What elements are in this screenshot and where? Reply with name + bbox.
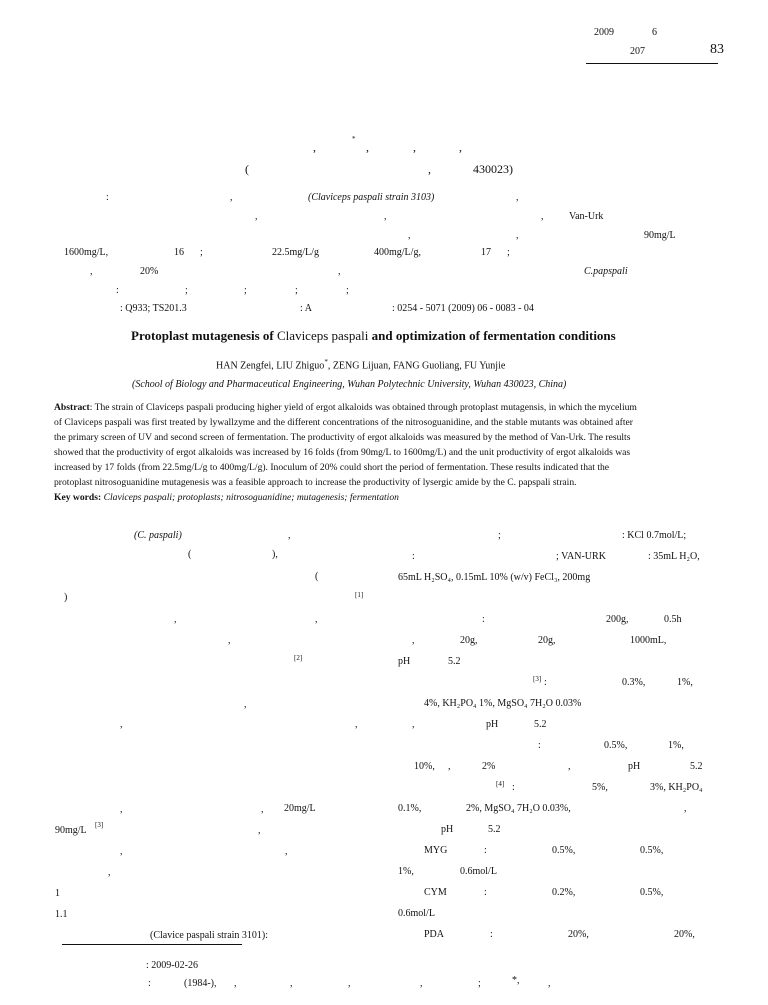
cn-fold-17: 17 <box>481 247 491 258</box>
cn-strain-name: (Claviceps paspali strain 3103) <box>308 192 435 203</box>
rc-value: 20g, <box>538 635 556 646</box>
cn-comma: , <box>516 230 519 241</box>
journal-year: 2009 <box>594 27 614 38</box>
rc-value: 10%, <box>414 761 435 772</box>
cn-yield-start: 90mg/L <box>644 230 676 241</box>
cn-keyword-sep: ; <box>295 285 298 296</box>
abstract-label: Abstract <box>54 402 90 413</box>
rc-value: 20%, <box>674 929 695 940</box>
body-comma: , <box>355 719 358 730</box>
section-number-1-1: 1.1 <box>55 909 68 920</box>
cn-author-comma: , <box>366 140 369 154</box>
abstract-line: the primary screen of UV and second screen of fermentation. The productivity of ergot alkaloids was measured by the method of Van-Urk. The results <box>54 432 631 443</box>
cn-comma: , <box>255 211 258 222</box>
rc-value: 0.6mol/L <box>460 866 497 877</box>
body-comma: , <box>228 635 231 646</box>
body-paren: ( <box>315 571 319 582</box>
rc-value: 0.5h <box>664 614 682 625</box>
body-comma: , <box>244 699 247 710</box>
rc-ph: pH <box>486 719 499 730</box>
cn-unit-end: 400mg/L/g, <box>374 247 421 258</box>
footnote-comma: , <box>348 978 351 989</box>
rc-ph: pH <box>441 824 454 835</box>
title-part-1: Protoplast mutagenesis of <box>131 328 274 343</box>
cn-affiliation-postcode: 430023) <box>473 162 513 176</box>
header-rule <box>586 63 718 64</box>
abstract-line: showed that the productivity of ergot alkaloids was increased by 16 folds (from 90mg/L to 1600mg/L) and the unit productivity of ergot alkaloids was <box>54 447 631 458</box>
rc-ph-value: 5.2 <box>448 656 461 667</box>
rc-value: 1000mL, <box>630 635 667 646</box>
body-comma: , <box>258 825 261 836</box>
body-comma: , <box>120 846 123 857</box>
abstract-line: : The strain of Claviceps paspali producing higher yield of ergot alkaloids was obtained through protoplast mutagensis, in which the mycelium <box>89 402 637 413</box>
rc-colon: : <box>412 551 415 562</box>
body-comma: , <box>174 614 177 625</box>
keywords-label: Key words: <box>54 492 102 503</box>
rc-formula-line: 2%, MgSO₄ 7H₂O 0.03%, <box>466 803 571 814</box>
cn-keyword-sep: ; <box>185 285 188 296</box>
rc-reagent: : 35mL H₂O, <box>648 551 700 562</box>
keywords: Claviceps paspali; protoplasts; nitrosoguanidine; mutagenesis; fermentation <box>103 492 399 503</box>
rc-medium-pda: PDA <box>424 929 445 940</box>
body-comma: , <box>261 804 264 815</box>
section-number-1: 1 <box>55 888 60 899</box>
english-affiliation: (School of Biology and Pharmaceutical Engineering, Wuhan Polytechnic University, Wuhan 430023, China) <box>132 379 567 390</box>
received-date: : 2009-02-26 <box>146 960 198 971</box>
body-paren: ) <box>64 592 68 603</box>
footnote-semicolon: ; <box>478 978 481 989</box>
cn-comma: , <box>516 192 519 203</box>
english-authors <box>216 355 505 373</box>
body-comma: , <box>120 804 123 815</box>
cn-comma: , <box>230 192 233 203</box>
rc-comma: , <box>568 761 571 772</box>
rc-value: 0.3%, <box>622 677 646 688</box>
body-yield: 90mg/L <box>55 825 87 836</box>
rc-colon: : <box>538 740 541 751</box>
authors-rest: , ZENG Lijuan, FANG Guoliang, FU Yunjie <box>327 360 506 372</box>
rc-colon: : <box>512 782 515 793</box>
abstract-line: increased by 17 folds (from 22.5mg/L/g to 400mg/L/g). Inoculum of 20% could short the period of fermentation. These results indicated that the <box>54 462 610 473</box>
cn-species: C.papspali <box>584 266 628 277</box>
footnote-comma: , <box>548 978 551 989</box>
body-strain: (Clavice paspali strain 3101): <box>150 930 269 941</box>
author-birth: (1984-), <box>184 978 217 989</box>
cn-abstract-colon: : <box>106 192 109 203</box>
cn-keyword-sep: ; <box>244 285 247 296</box>
footnote-rule <box>62 944 242 945</box>
rc-value: 1%, <box>677 677 693 688</box>
rc-value: 200g, <box>606 614 629 625</box>
cn-affiliation-comma: , <box>428 162 431 176</box>
cn-keywords-colon: : <box>116 285 119 296</box>
cn-unit-start: 22.5mg/L/g <box>272 247 319 258</box>
rc-value: 0.5%, <box>640 887 664 898</box>
rc-colon: : <box>484 845 487 856</box>
cn-yield-end: 1600mg/L, <box>64 247 109 258</box>
cn-keyword-sep: ; <box>346 285 349 296</box>
footnote-colon: : <box>148 978 151 989</box>
body-comma: , <box>315 614 318 625</box>
rc-value: 0.2%, <box>552 887 576 898</box>
body-comma: , <box>288 530 291 541</box>
rc-medium-myg: MYG <box>424 845 448 856</box>
cn-document-code: : A <box>300 303 312 314</box>
body-species: (C. paspali) <box>134 530 182 541</box>
rc-ph: pH <box>398 656 411 667</box>
rc-value: 0.1%, <box>398 803 422 814</box>
title-part-2: Claviceps paspali <box>277 328 369 343</box>
abstract-line: protoplast nitrosoguanidine mutagenesis was a feasible approach to increase the productivity of lysergic amide by the C. papspali strain. <box>54 477 577 488</box>
rc-value: 3%, KH₂PO₄ <box>650 782 703 793</box>
cn-inoculum: 20% <box>140 266 159 277</box>
citation-3: [3] <box>533 675 542 683</box>
journal-issue: 207 <box>630 46 645 57</box>
footnote-comma: , <box>234 978 237 989</box>
cn-author-mark: * <box>352 135 356 143</box>
authors-first: HAN Zengfei, LIU Zhiguo <box>216 360 325 372</box>
citation-1: [1] <box>355 591 364 599</box>
rc-comma: , <box>684 803 687 814</box>
rc-value: 5%, <box>592 782 608 793</box>
cn-affiliation-open: ( <box>245 162 249 176</box>
rc-colon: : <box>544 677 547 688</box>
rc-comma: , <box>412 635 415 646</box>
cn-comma: , <box>384 211 387 222</box>
cn-semicolon: ; <box>507 247 510 258</box>
rc-value: 20g, <box>460 635 478 646</box>
cn-comma: , <box>408 230 411 241</box>
cn-author-comma: , <box>313 140 316 154</box>
rc-reagent-line: 65mL H₂SO₄, 0.15mL 10% (w/v) FeCl₃, 200mg <box>398 572 591 583</box>
rc-ph-value: 5.2 <box>488 824 501 835</box>
cn-author-comma: , <box>413 140 416 154</box>
body-comma: , <box>120 719 123 730</box>
cn-comma: , <box>541 211 544 222</box>
corresponding-mark: * <box>324 358 328 366</box>
rc-value: 0.5%, <box>640 845 664 856</box>
citation-2: [2] <box>294 654 303 662</box>
rc-value: 0.5%, <box>552 845 576 856</box>
page-number: 83 <box>710 42 724 57</box>
cn-comma: , <box>338 266 341 277</box>
cn-comma: , <box>90 266 93 277</box>
cn-semicolon: ; <box>200 247 203 258</box>
english-abstract <box>54 400 716 505</box>
cn-fold-16: 16 <box>174 247 184 258</box>
citation-4: [4] <box>496 780 505 788</box>
rc-value: 0.6mol/L <box>398 908 435 919</box>
rc-value: 1%, <box>398 866 414 877</box>
rc-value: 20%, <box>568 929 589 940</box>
rc-ph-value: 5.2 <box>534 719 547 730</box>
rc-comma: , <box>412 719 415 730</box>
cn-classification: : Q933; TS201.3 <box>120 303 187 314</box>
body-dose: 20mg/L <box>284 803 316 814</box>
rc-value: 2% <box>482 761 496 772</box>
title-part-3: and optimization of fermentation conditions <box>371 328 616 343</box>
footnote-comma: , <box>420 978 423 989</box>
footnote-comma: , <box>290 978 293 989</box>
rc-medium-cym: CYM <box>424 887 447 898</box>
rc-colon: : <box>490 929 493 940</box>
rc-ph: pH <box>628 761 641 772</box>
body-paren: ( <box>188 549 192 560</box>
rc-value: 1%, <box>668 740 684 751</box>
body-comma: , <box>108 867 111 878</box>
rc-comma: , <box>448 761 451 772</box>
cn-author-comma: , <box>459 140 462 154</box>
rc-semicolon: ; <box>498 530 501 541</box>
rc-formula-line: 4%, KH₂PO₄ 1%, MgSO₄ 7H₂O 0.03% <box>424 698 582 709</box>
english-title <box>131 329 616 343</box>
rc-value: 0.5%, <box>604 740 628 751</box>
footnote-corresponding: *, <box>512 975 520 986</box>
journal-month: 6 <box>652 27 657 38</box>
cn-van-urk: Van-Urk <box>569 211 604 222</box>
body-comma: , <box>285 846 288 857</box>
body-paren: ), <box>272 549 278 560</box>
rc-kcl: : KCl 0.7mol/L; <box>622 530 687 541</box>
abstract-line: of Claviceps paspali was first treated by lywallzyme and the different concentrations of the nitrosoguanidine, and the stable mutants was obtained after <box>54 417 633 428</box>
citation-3: [3] <box>95 821 104 829</box>
rc-ph-value: 5.2 <box>690 761 703 772</box>
rc-colon: : <box>484 887 487 898</box>
cn-article-id: : 0254 - 5071 (2009) 06 - 0083 - 04 <box>392 303 534 314</box>
rc-colon: : <box>482 614 485 625</box>
rc-vanurk: ; VAN-URK <box>556 551 606 562</box>
